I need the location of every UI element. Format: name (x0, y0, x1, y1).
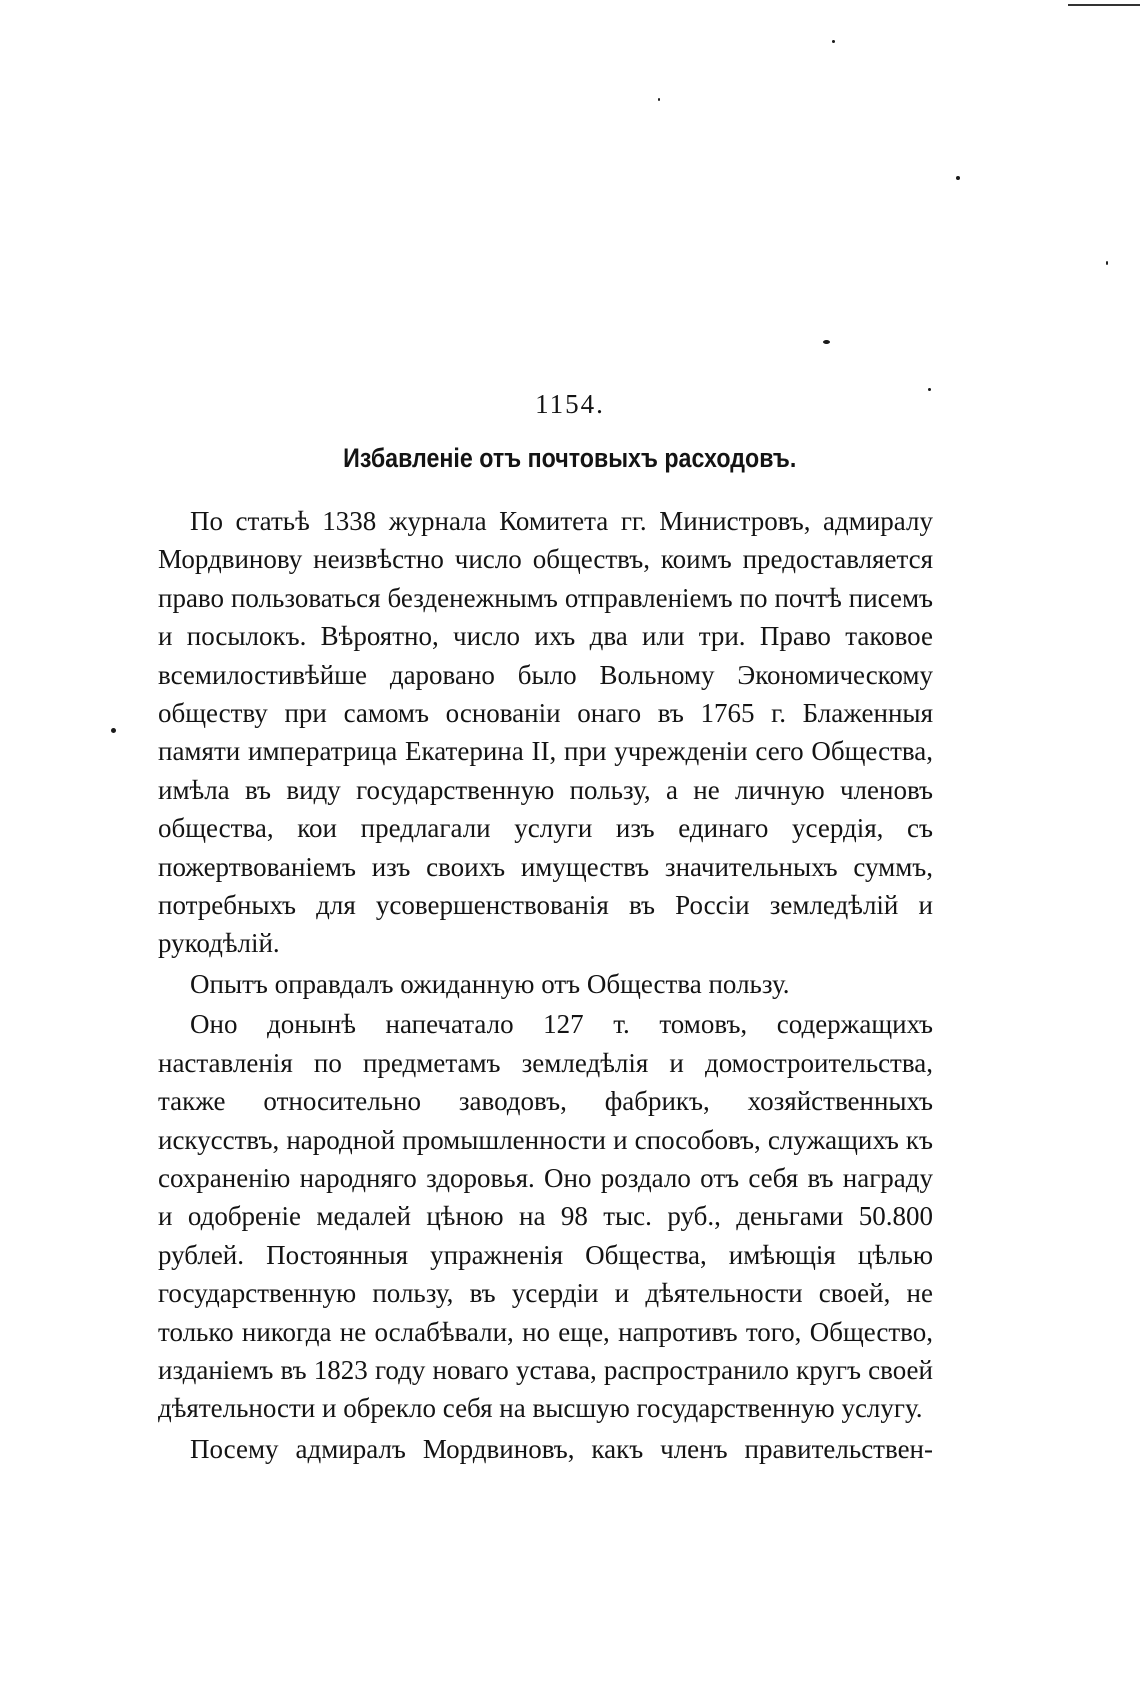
scan-speck (658, 98, 660, 101)
section-title: Избавленіе отъ почтовыхъ расходовъ. (343, 443, 797, 473)
paragraph: Посему адмиралъ Мордвиновъ, какъ членъ правительствен- (190, 1433, 933, 1464)
paragraph: По статьѣ 1338 журнала Комитета гг. Министровъ, адмиралу Мордвинову неизвѣстно число обществъ, коимъ предоставляется право пользоваться безденежнымъ отправленіемъ по почтѣ писемъ и посылокъ. Вѣроятно, число ихъ два или три. Право таковое всемилостивѣйше даровано было Вольному Экономическому обществу при самомъ основаніи онаго въ 1765 г. Блаженныя памяти императрица Екатерина II, при учрежденіи сего Общества, имѣла въ виду государственную пользу, а не личную членовъ общества, кои предлагали услуги изъ единаго усердія, съ пожертвованіемъ изъ своихъ имуществъ значительныхъ суммъ, потребныхъ для усовершенствованія въ Россіи земледѣлій и рукодѣлій. (158, 506, 933, 959)
scan-speck (111, 728, 116, 733)
scan-speck (823, 340, 830, 344)
paragraph: Оно донынѣ напечатало 127 т. томовъ, содержащихъ наставленія по предметамъ земледѣлія и домостроительства, также относительно заводовъ, фабрикъ, хозяйственныхъ искусствъ, народной промышленности и способовъ, служащихъ къ сохраненію народняго здоровья. Оно роздало отъ себя въ награду и одобреніе медалей цѣною на 98 тыс. руб., деньгами 50.800 рублей. Постоянныя упражненія Общества, имѣющія цѣлью государственную пользу, въ усердіи и дѣятельности своей, не только никогда не ослабѣвали, но еще, напротивъ того, Общество, изданіемъ въ 1823 году новаго устава, распространило кругъ своей дѣятельности и обрекло себя на высшую государственную услугу. (158, 1009, 933, 1424)
scan-speck (956, 176, 960, 180)
scan-edge-line (1068, 4, 1140, 6)
scan-speck (1106, 261, 1108, 265)
scan-speck (832, 40, 835, 43)
document-body (158, 502, 933, 1468)
section-number: 1154. (535, 389, 605, 419)
paragraph: Опытъ оправдалъ ожиданную отъ Общества пользу. (190, 968, 790, 999)
